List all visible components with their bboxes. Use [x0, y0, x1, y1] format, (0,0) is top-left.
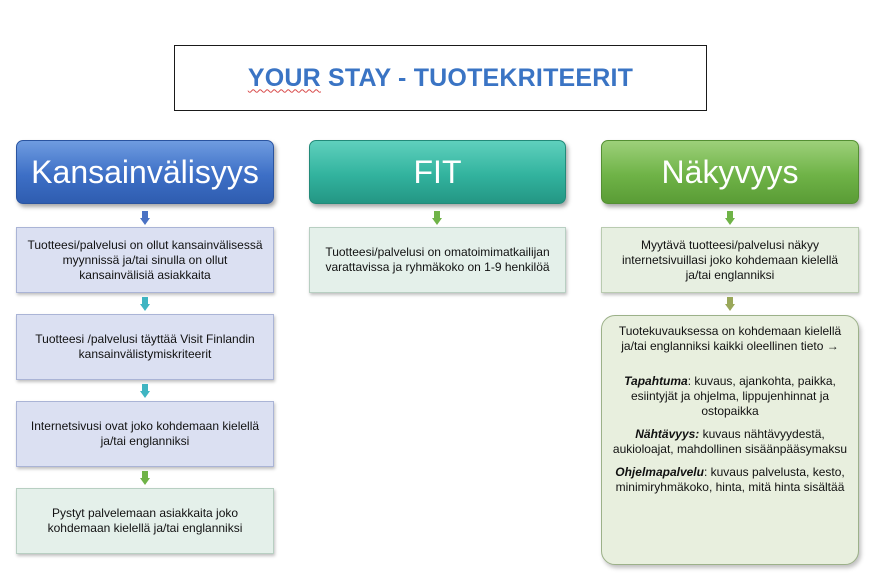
- arrow-down-icon: [140, 304, 150, 311]
- header-nakyvyys: Näkyvyys: [601, 140, 859, 204]
- criteria-box-right-1: Myytävä tuotteesi/palvelusi näkyy internetsivuillasi joko kohdemaan kielellä ja/tai englanniksi: [601, 227, 859, 293]
- criteria-box-left-2: Tuotteesi /palvelusi täyttää Visit Finlandin kansainvälistymiskriteerit: [16, 314, 274, 380]
- title-box: [174, 45, 707, 111]
- criteria-box-left-4: Pystyt palvelemaan asiakkaita joko kohdemaan kielellä ja/tai englanniksi: [16, 488, 274, 554]
- detail-intro: Tuotekuvauksessa on kohdemaan kielellä ja/tai englanniksi kaikki oleellinen tieto →: [618, 324, 842, 353]
- detail-desc: : kuvaus palvelusta, kesto, minimiryhmäkoko, hinta, mitä hinta sisältää: [615, 465, 845, 494]
- header-kansainvalisyys: Kansainvälisyys: [16, 140, 274, 204]
- criteria-box-left-3: Internetsivusi ovat joko kohdemaan kielellä ja/tai englanniksi: [16, 401, 274, 467]
- criteria-box-middle-1: Tuotteesi/palvelusi on omatoimimatkailijan varattavissa ja ryhmäkoko on 1-9 henkilöä: [309, 227, 566, 293]
- detail-desc: : kuvaus, ajankohta, paikka, esiintyjät ja ohjelma, lippujenhinnat ja ostopaikka: [630, 374, 836, 418]
- criteria-box-left-1: Tuotteesi/palvelusi on ollut kansainvälisessä myynnissä ja/tai sinulla on ollut kansainvälisiä asiakkaita: [16, 227, 274, 293]
- arrow-down-icon: [140, 391, 150, 398]
- detail-desc: kuvaus nähtävyydestä, aukioloajat, mahdollinen sisäänpääsymaksu: [612, 427, 848, 456]
- detail-term: Tapahtuma: [624, 374, 688, 388]
- arrow-down-icon: [140, 478, 150, 485]
- page-title: [248, 64, 633, 93]
- arrow-down-icon: [140, 218, 150, 225]
- arrow-down-icon: [725, 218, 735, 225]
- detail-term: Nähtävyys:: [635, 427, 700, 441]
- arrow-down-icon: [725, 304, 735, 311]
- title-part-rest: STAY - TUOTEKRITEERIT: [320, 63, 634, 92]
- title-part-your: YOUR: [247, 63, 321, 92]
- header-fit: FIT: [309, 140, 566, 204]
- detail-term: Ohjelmapalvelu: [615, 465, 704, 479]
- detail-item-tapahtuma: [612, 374, 848, 419]
- detail-item-ohjelmapalvelu: [612, 465, 848, 495]
- arrow-down-icon: [432, 218, 442, 225]
- detail-box-right: [601, 315, 859, 565]
- detail-item-nahtavyys: [612, 427, 848, 457]
